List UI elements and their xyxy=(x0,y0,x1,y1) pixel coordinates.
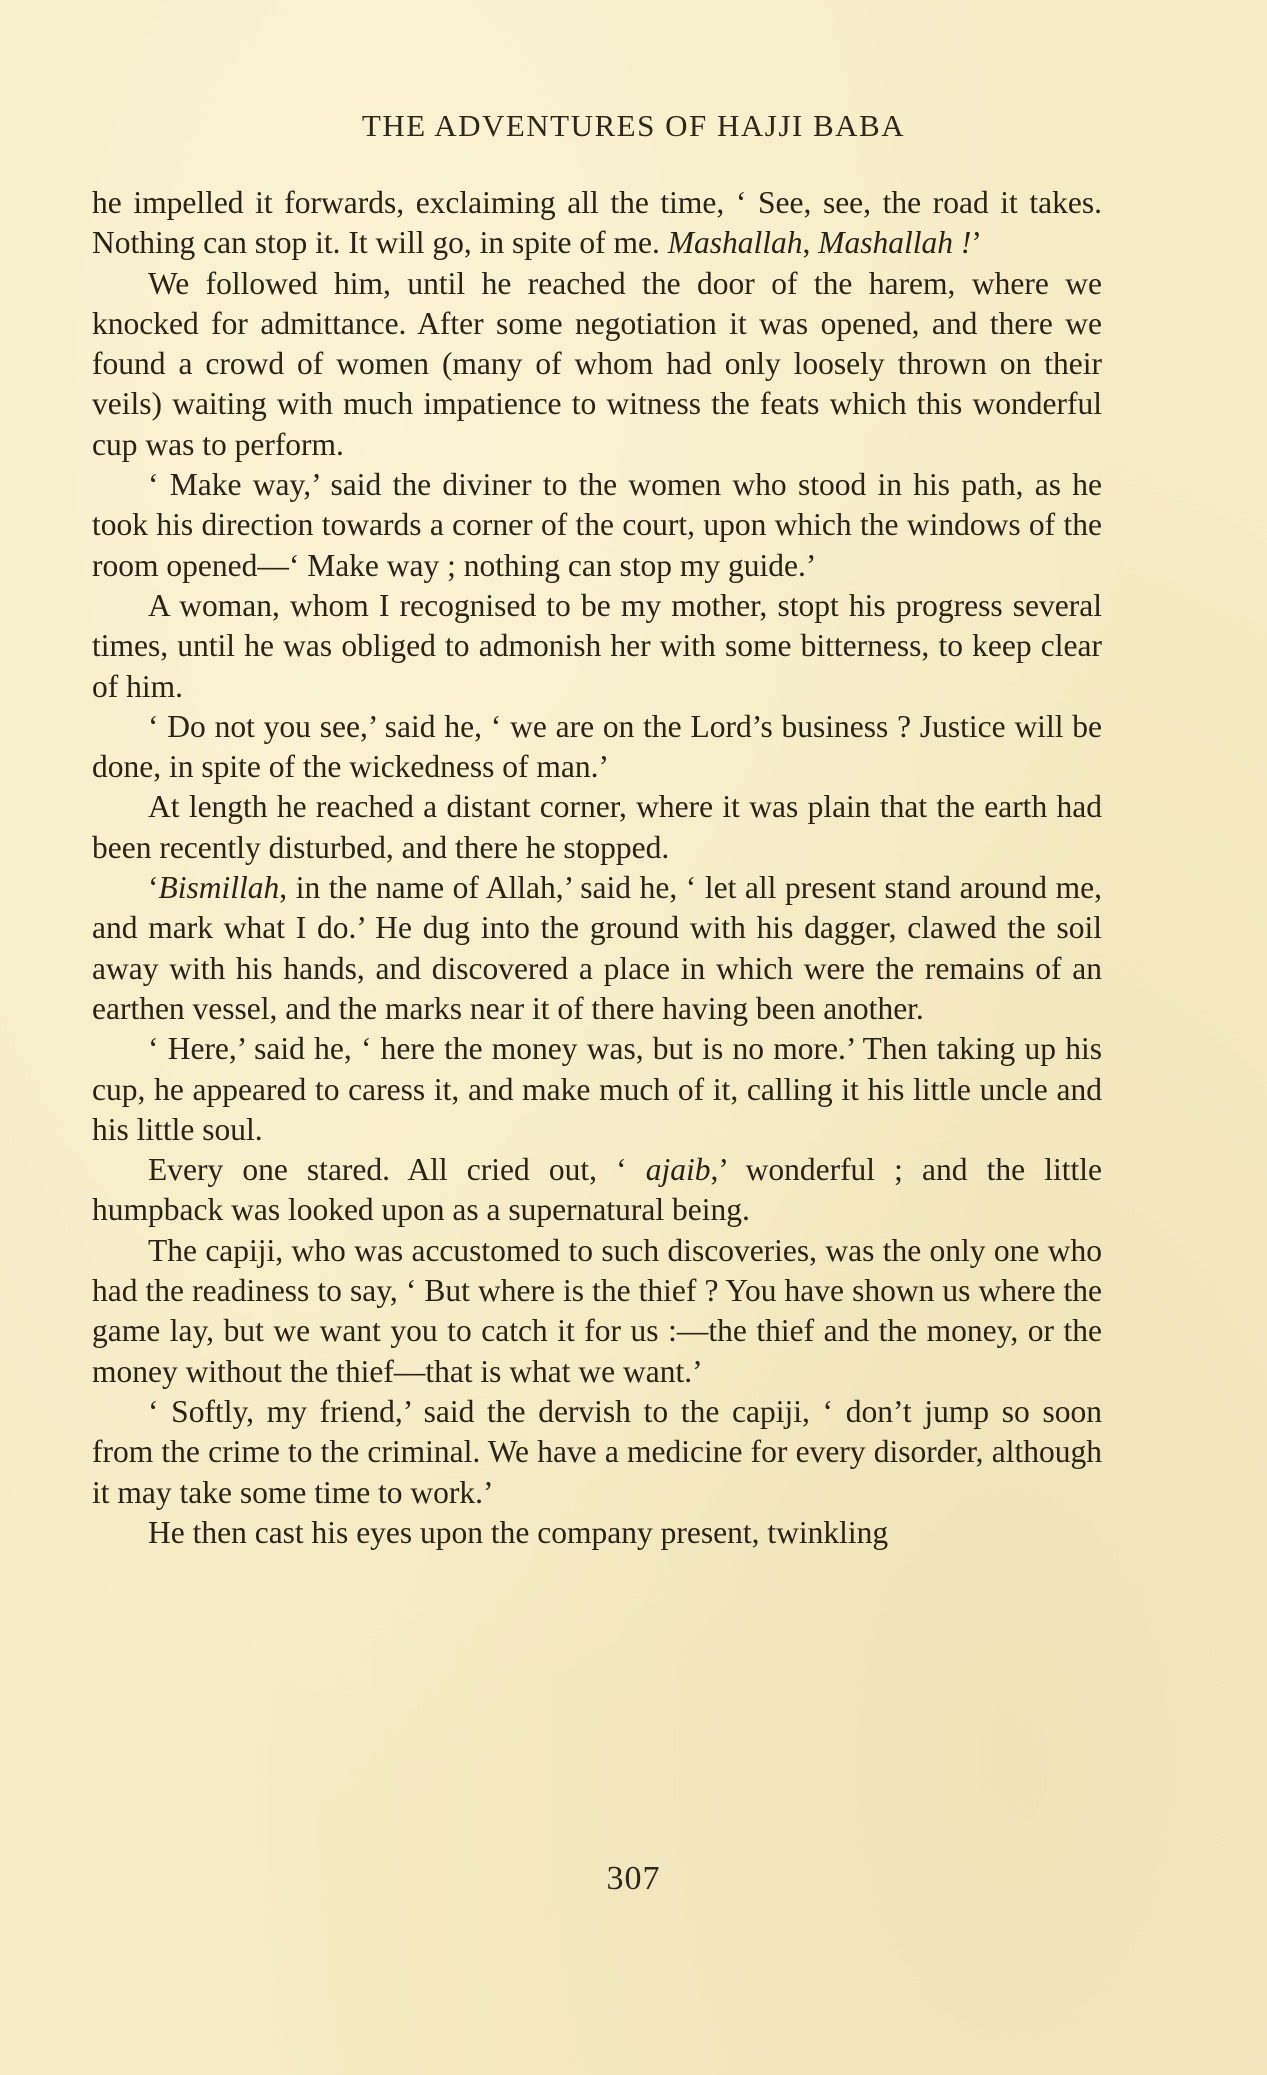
italic-text: Mashallah xyxy=(667,225,803,261)
text-run: Every one stared. All cried out, ‘ xyxy=(148,1152,646,1188)
italic-text: Bismillah xyxy=(158,870,280,906)
text-run: , xyxy=(802,225,819,261)
text-run: ‘ xyxy=(148,870,159,906)
running-head: THE ADVENTURES OF HAJJI BABA xyxy=(361,108,906,143)
text-run: ,’ wonderful ; and the little humpback was looked upon as a supernatural being. xyxy=(92,1152,1102,1228)
page-number: 307 xyxy=(606,1860,661,1897)
paragraph xyxy=(92,465,1102,586)
paragraph xyxy=(92,1029,1102,1150)
paragraph xyxy=(92,586,1102,707)
italic-text: Mashallah ! xyxy=(818,225,972,261)
text-run: At length he reached a distant corner, where it was plain that the earth had been recently disturbed, and there he stopped. xyxy=(92,789,1102,865)
paragraph xyxy=(92,707,1102,788)
text-run: ‘ Make way,’ said the diviner to the women who stood in his path, as he took his direction towards a corner of the court, upon which the windows of the room opened—‘ Make way ; nothing can stop my guide.’ xyxy=(92,467,1102,583)
paragraph xyxy=(92,787,1102,868)
paragraph xyxy=(92,1513,1102,1553)
paragraph xyxy=(92,1150,1102,1231)
text-run: he impelled it forwards, exclaiming all the time, ‘ See, see, the road it takes. Nothing can stop it. It will go, in spite of me. xyxy=(92,185,1102,261)
text-run: ‘ Here,’ said he, ‘ here the money was, but is no more.’ Then taking up his cup, he appeared to caress it, and make much of it, calling it his little uncle and his little soul. xyxy=(92,1031,1102,1147)
text-run: , in the name of Allah,’ said he, ‘ let all present stand around me, and mark what I do.’ He dug into the ground with his dagger, clawed the soil away with his hands, and discovered a place in which were the remains of an earthen vessel, and the marks near it of there having been another. xyxy=(92,870,1102,1026)
text-run: A woman, whom I recognised to be my mother, stopt his progress several times, until he was obliged to admonish her with some bitterness, to keep clear of him. xyxy=(92,587,1102,704)
text-run: ‘ Softly, my friend,’ said the dervish to the capiji, ‘ don’t jump so soon from the crime to the criminal. We have a medicine for every disorder, although it may take some time to work.’ xyxy=(92,1393,1102,1510)
text-run: We followed him, until he reached the door of the harem, where we knocked for admittance. After some negotiation it was opened, and there we found a crowd of women (many of whom had only loosely thrown on their veils) waiting with much impatience to witness the feats which this wonderful cup was to perform. xyxy=(92,265,1102,462)
text-run: The capiji, who was accustomed to such discoveries, was the only one who had the readiness to say, ‘ But where is the thief ? You have shown us where the game lay, but we want you to catch it for us :—the thief and the money, or the money without the thief—that is what we want.’ xyxy=(92,1232,1102,1389)
text-run: He then cast his eyes upon the company present, twinkling xyxy=(148,1514,889,1550)
paragraph xyxy=(92,868,1102,1029)
italic-text: ajaib xyxy=(645,1152,711,1188)
text-run: ’ xyxy=(971,225,982,261)
paragraph xyxy=(92,1231,1102,1392)
paragraph xyxy=(92,264,1102,465)
paragraph xyxy=(92,183,1102,264)
paragraph xyxy=(92,1392,1102,1513)
text-run: ‘ Do not you see,’ said he, ‘ we are on the Lord’s business ? Justice will be done, in spite of the wickedness of man.’ xyxy=(92,708,1102,785)
body-text xyxy=(92,183,1102,1553)
